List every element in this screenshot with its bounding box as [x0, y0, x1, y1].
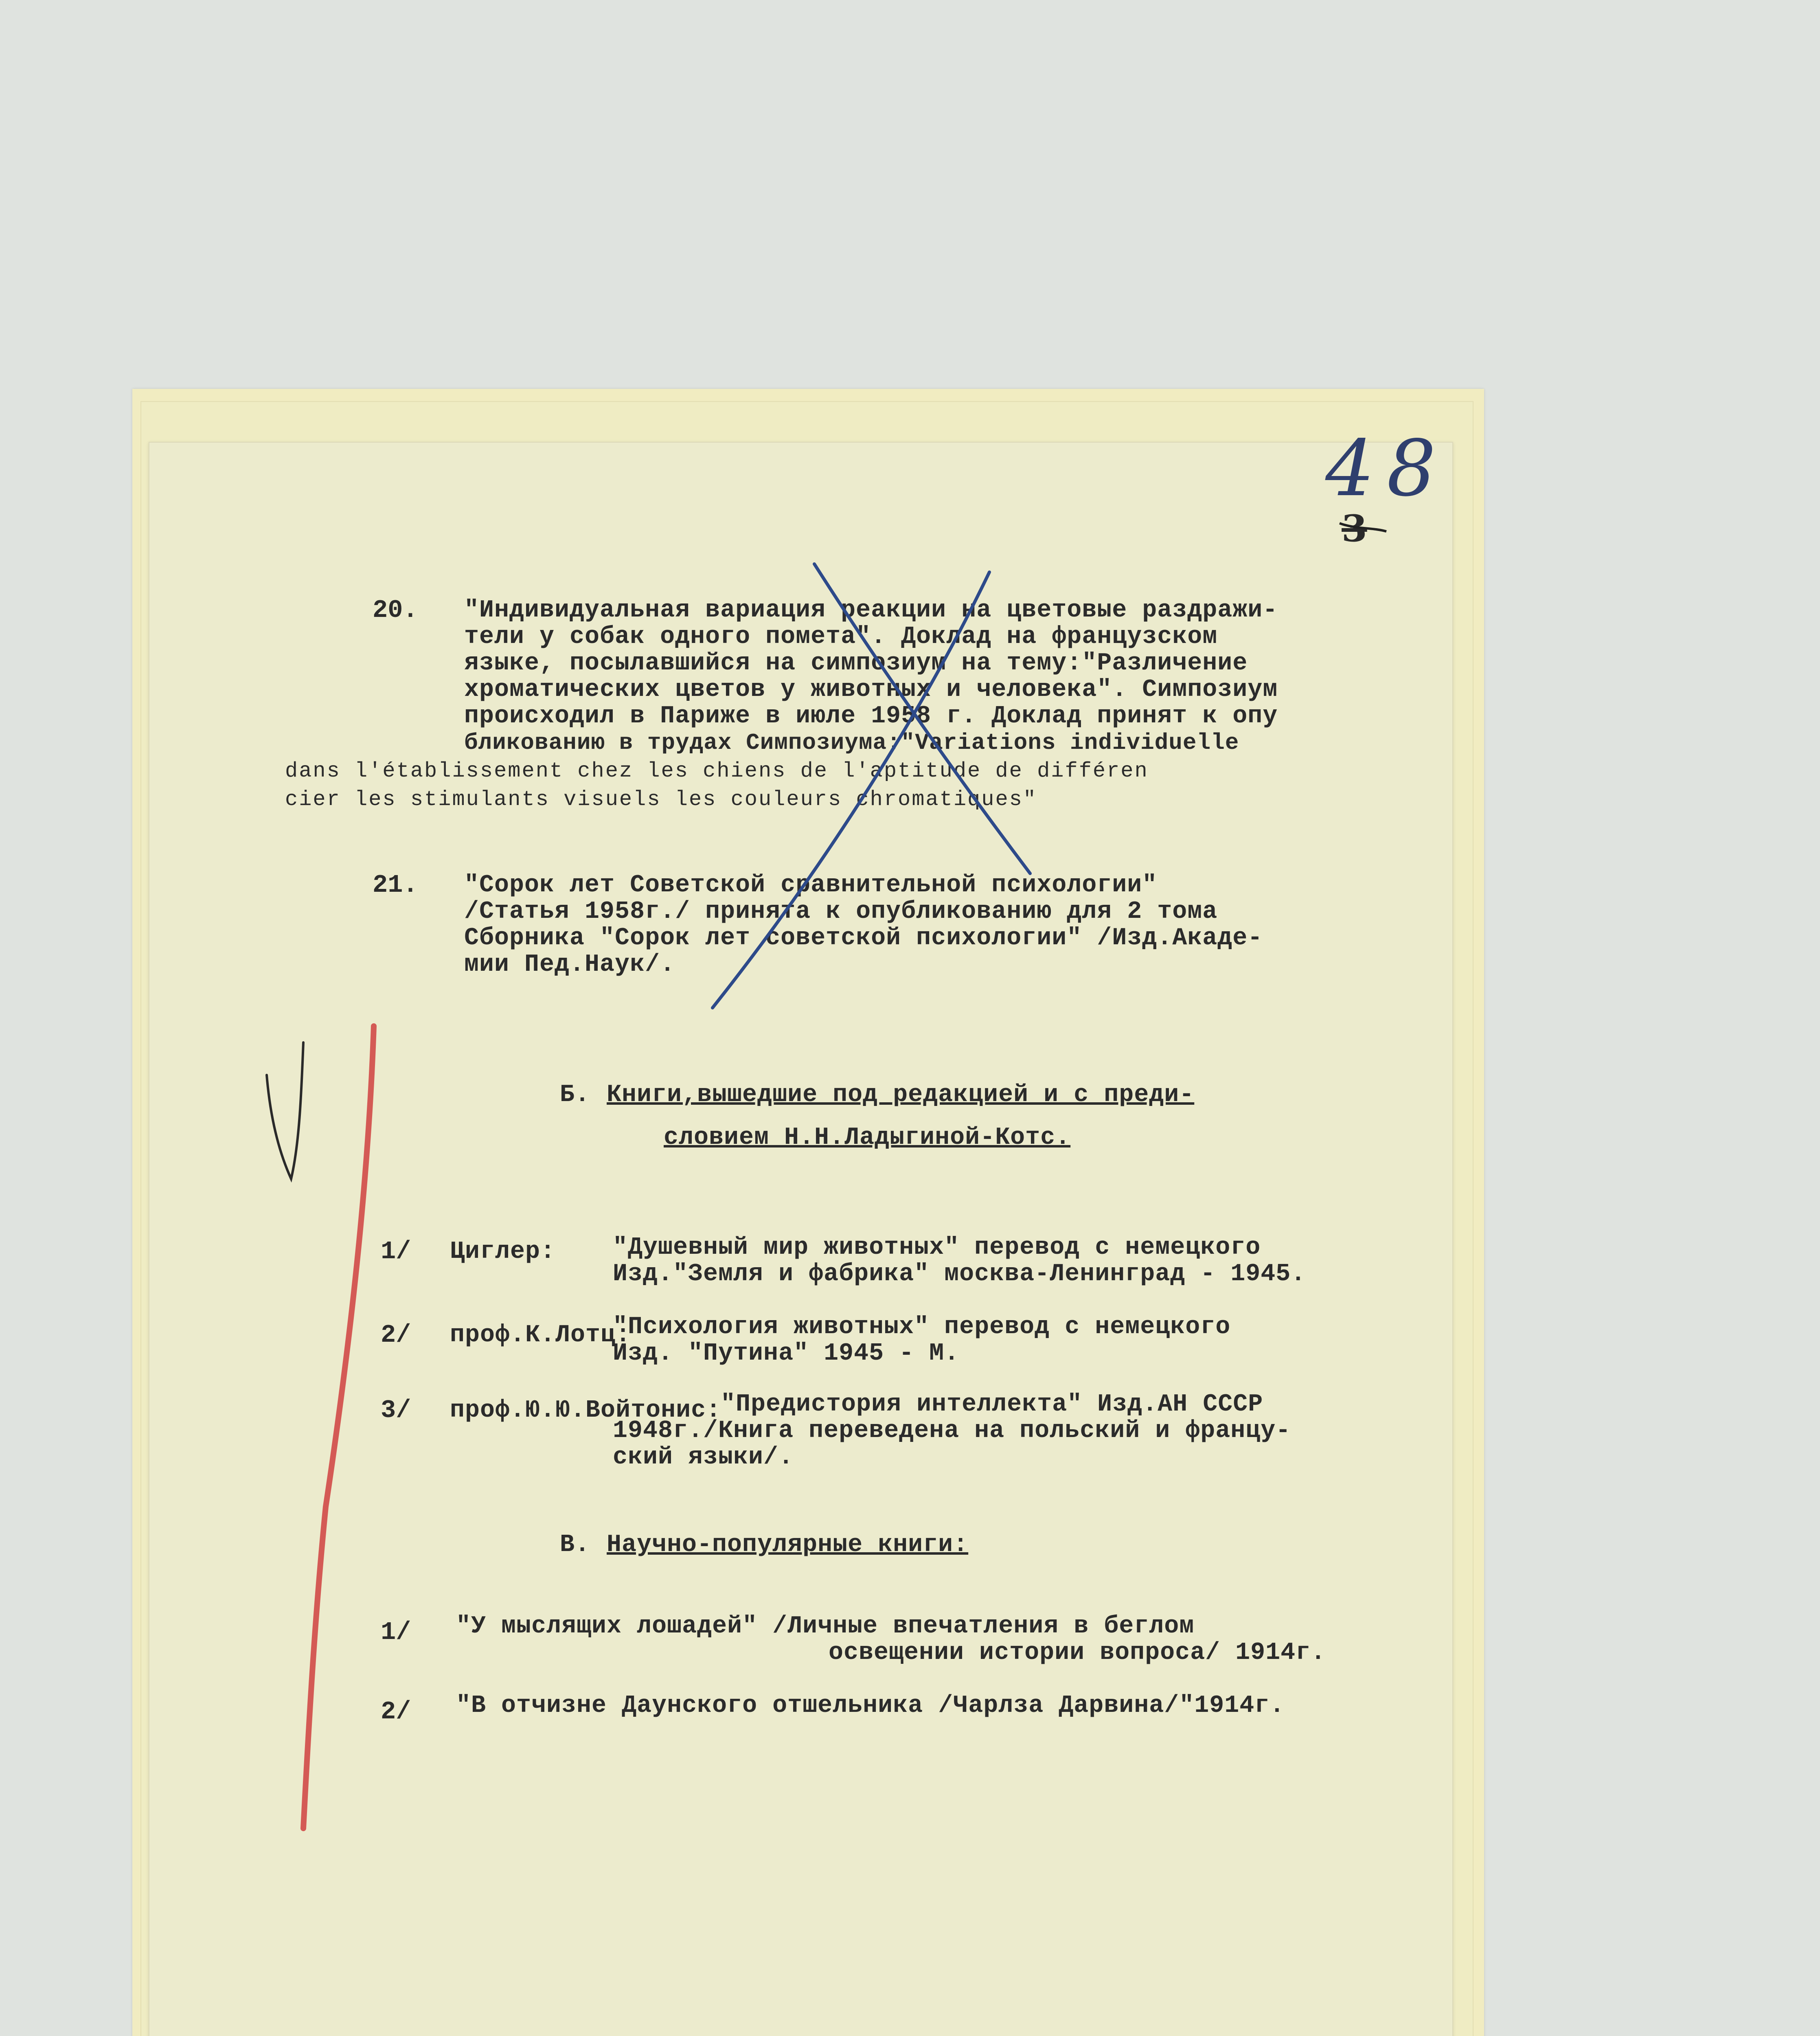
item-20-line-5: происходил в Париже в июле 1958 г. Доклад принят к опу	[464, 702, 1278, 730]
item-20-french-line-2: cier les stimulants visuels les couleurs chromatiques"	[285, 788, 1037, 812]
item-21-line-2: /Статья 1958г./ принята к опубликованию для 2 тома	[464, 898, 1218, 926]
book-b-2-line-2: Изд. "Путина" 1945 - М.	[613, 1340, 960, 1367]
page-number-handwritten: 48	[1325, 423, 1448, 513]
section-v-letter: В.	[560, 1531, 590, 1559]
book-v-1-line-2: освещении истории вопроса/ 1914г.	[829, 1639, 1326, 1667]
check-mark-icon	[267, 1042, 303, 1179]
book-b-3-line-1: "Предистория интеллекта" Изд.АН СССР	[721, 1391, 1263, 1418]
old-page-number-crossed: 3	[1342, 507, 1367, 550]
blue-cross-line-1	[814, 564, 1030, 873]
page-number-underline-mark	[1340, 523, 1386, 531]
item-20-number: 20.	[373, 596, 418, 625]
item-20-line-4: хроматических цветов у животных и человека". Симпозиум	[464, 676, 1278, 704]
book-b-2-author: проф.К.Лотц:	[450, 1321, 631, 1349]
book-b-2-number: 2/	[381, 1321, 411, 1349]
item-20-french-line-1: dans l'établissement chez les chiens de l'aptitude de différen	[285, 759, 1149, 783]
item-21-line-1: "Сорок лет Советской сравнительной психологии"	[464, 871, 1158, 899]
book-b-1-number: 1/	[381, 1237, 411, 1266]
section-b-title-line-2: словием Н.Н.Ладыгиной-Котс.	[664, 1124, 1071, 1152]
book-v-1-line-1: "У мыслящих лошадей" /Личные впечатления в беглом	[456, 1613, 1195, 1640]
item-20-line-3: языке, посылавшийся на симпозиум на тему:"Различение	[464, 649, 1248, 677]
item-21-line-3: Сборника "Сорок лет советской психологии" /Изд.Акаде-	[464, 924, 1263, 952]
book-b-3-line-3: ский языки/.	[613, 1444, 794, 1471]
book-b-3-line-2: 1948г./Книга переведена на польский и францу-	[613, 1417, 1291, 1445]
book-v-1-number: 1/	[381, 1618, 411, 1647]
item-20-line-2: тели у собак одного помета". Доклад на французском	[464, 623, 1218, 651]
red-vertical-pencil-line	[303, 1026, 374, 1828]
section-v-title: Научно-популярные книги:	[607, 1531, 969, 1559]
book-b-3-author: проф.Ю.Ю.Войтонис:	[450, 1397, 721, 1424]
book-b-3-number: 3/	[381, 1396, 411, 1425]
section-b-letter: Б.	[560, 1081, 590, 1109]
book-v-2-number: 2/	[381, 1697, 411, 1726]
book-b-1-line-2: Изд."Земля и фабрика" москва-Ленинград - 1945.	[613, 1260, 1306, 1288]
book-b-1-author: Циглер:	[450, 1238, 556, 1266]
item-21-number: 21.	[373, 871, 418, 900]
section-b-title-line-1: Книги,вышедшие под редакцией и с преди-	[607, 1081, 1195, 1109]
item-20-line-6: бликованию в трудах Симпозиума:"Variations individuelle	[464, 730, 1239, 756]
book-b-2-line-1: "Психология животных" перевод с немецкого	[613, 1313, 1231, 1341]
item-20-line-1: "Индивидуальная вариация реакции на цветовые раздражи-	[464, 597, 1278, 624]
item-21-line-4: мии Пед.Наук/.	[464, 951, 675, 979]
book-v-2-line-1: "В отчизне Даунского отшельника /Чарлза Дарвина/"1914г.	[456, 1692, 1285, 1720]
book-b-1-line-1: "Душевный мир животных" перевод с немецкого	[613, 1234, 1261, 1262]
blue-cross-line-2	[713, 572, 989, 1008]
